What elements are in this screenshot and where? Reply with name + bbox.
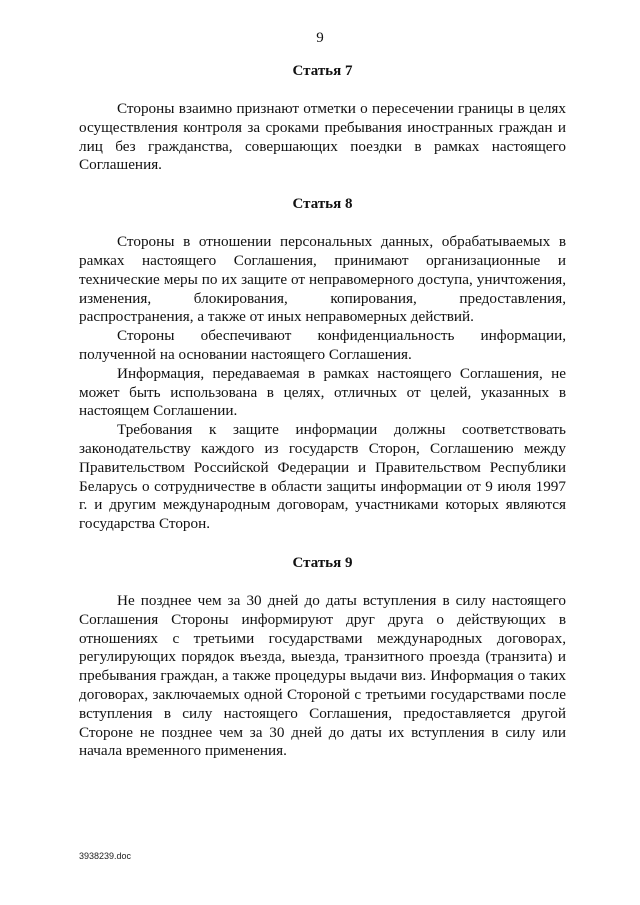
footer-filename: 3938239.doc xyxy=(79,851,132,861)
article-7 xyxy=(79,62,566,175)
article-8 xyxy=(79,195,566,534)
document-body xyxy=(79,62,566,761)
article-9 xyxy=(79,554,566,761)
article-heading: Статья 8 xyxy=(292,196,353,213)
article-paragraph: Стороны в отношении персональных данных, обрабатываемых в рамках настоящего Соглашения, принимают организационные и технические меры по их защите от неправомерного доступа, уничтожения, изменения, блокирования, копирования, предоставления, распространения, а также от иных неправомерных действий. xyxy=(79,233,566,326)
page-number: 9 xyxy=(316,30,324,46)
article-paragraph: Стороны обеспечивают конфиденциальность информации, полученной на основании настоящего Соглашения. xyxy=(79,327,566,363)
article-paragraph: Информация, передаваемая в рамках настоящего Соглашения, не может быть использована в целях, отличных от целей, указанных в настоящем Соглашении. xyxy=(79,364,566,420)
article-paragraph: Стороны взаимно признают отметки о пересечении границы в целях осуществления контроля за сроками пребывания иностранных граждан и лиц без гражданства, совершающих поездки в рамках настоящего Соглашения. xyxy=(79,100,566,174)
article-heading: Статья 7 xyxy=(292,63,353,79)
article-heading: Статья 9 xyxy=(292,554,353,571)
article-paragraph: Не позднее чем за 30 дней до даты вступления в силу настоящего Соглашения Стороны информируют друг друга о действующих в отношениях с третьими государствами международных договорах, регулирующих порядок въезда, выезда, транзитного проезда (транзита) и пребывания граждан, а также процедуры выдачи виз. Информация о таких договорах, заключаемых одной Стороной с третьими государствами после вступления в силу настоящего Соглашения, предоставляется другой Стороне не позднее чем за 30 дней до даты их вступления в силу или начала временного применения. xyxy=(79,591,566,760)
article-paragraph: Требования к защите информации должны соответствовать законодательству каждого из государств Сторон, Соглашению между Правительством Российской Федерации и Правительством Республики Беларусь о сотрудничестве в области защиты информации от 9 июля 1997 г. и другим международным договорам, участниками которых являются государства Сторон. xyxy=(79,421,566,533)
